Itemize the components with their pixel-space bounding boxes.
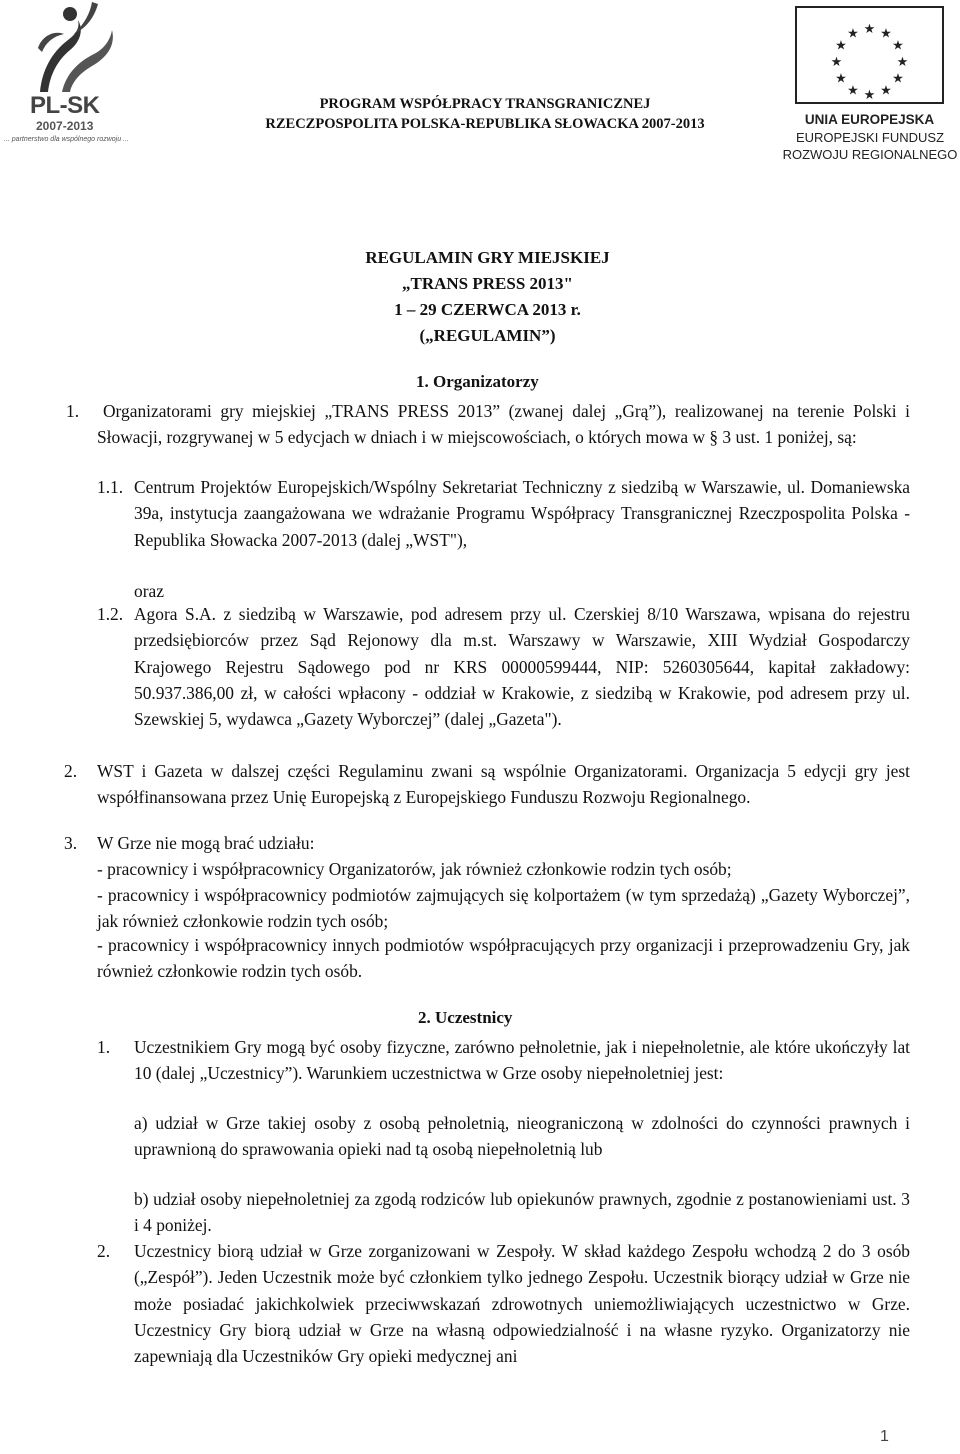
program-header-line1: PROGRAM WSPÓŁPRACY TRANSGRANICZNEJ — [319, 96, 651, 112]
eu-flag — [795, 6, 944, 104]
section1-heading: 1. Organizatorzy — [416, 372, 539, 391]
s1-p11-text — [134, 474, 910, 553]
pl-sk-logo — [0, 0, 135, 150]
svg-text:★: ★ — [880, 83, 892, 99]
pl-sk-name: PL-SK — [30, 92, 100, 119]
doc-title-line3: 1 – 29 CZERWCA 2013 r. — [394, 300, 581, 319]
s1-p1-number: 1. — [66, 401, 80, 421]
svg-text:★: ★ — [892, 38, 904, 54]
s2-p1-item-b: b) udział osoby niepełnoletniej za zgodą rodziców lub opiekunów prawnych, zgodnie z postanowieniami ust. 3 i 4 poniżej. — [134, 1189, 910, 1236]
s2-p2-text: Uczestnicy biorą udział w Grze zorganizowani w Zespoły. W skład każdego Zespołu wchodzą 2 do 3 osób („Zespół”). Jeden Uczestnik może być członkiem tylko jednego Zespołu. Uczestnik biorący udział w Grze nie może posiadać jakichkolwiek przeciwwskazań zdrowotnych uniemożliwiających uczestnictwo w Grze. Uczestnicy Gry biorą udział w Grze na własną odpowiedzialność i na własne ryzyko. Organizatorzy nie zapewniają dla Uczestników Gry opieki medycznej ani — [134, 1241, 910, 1367]
s1-p11-oraz: oraz — [134, 581, 164, 601]
s1-p2-content: WST i Gazeta w dalszej części Regulaminu zwani są wspólnie Organizatorami. Organizacja 5 edycji gry jest współfinansowana przez Unię Europejską z Europejskiego Funduszu Rozwoju Regionalnego. — [97, 761, 910, 808]
doc-title-line1: REGULAMIN GRY MIEJSKIEJ — [365, 248, 610, 267]
eu-line3: ROZWOJU REGIONALNEGO — [782, 147, 958, 162]
program-header-line2: RZECZPOSPOLITA POLSKA-REPUBLIKA SŁOWACKA 2007-2013 — [265, 116, 705, 132]
s1-p2-text — [97, 758, 910, 811]
s1-p3-item-b: - pracownicy i współpracownicy podmiotów zajmujących się kolportażem (w tym sprzedażą) „Gazety Wyborczej”, jak również członkowie rodzin tych osób; — [97, 885, 910, 932]
pl-sk-slogan: ... partnerstwo dla wspólnego rozwoju ... — [4, 136, 129, 143]
s1-p3-item-c: - pracownicy i współpracownicy innych podmiotów współpracujących przy organizacji i przeprowadzeniu Gry, jak również członkowie rodzin tych osób. — [97, 935, 910, 982]
svg-text:★: ★ — [830, 55, 843, 70]
s2-p1-number: 1. — [97, 1037, 111, 1057]
s2-p1-item-a: a) udział w Grze takiej osoby z osobą pełnoletnią, nieograniczoną w zdolności do czynności prawnych i uprawnioną do sprawowania opieki nad tą osobą niepełnoletnią lub — [134, 1113, 910, 1160]
svg-text:★: ★ — [863, 88, 876, 102]
eu-line2: EUROPEJSKI FUNDUSZ — [795, 130, 945, 145]
page-number: 1 — [880, 1428, 889, 1445]
s1-p3-item-a: - pracownicy i współpracownicy Organizatorów, jak również członkowie rodzin tych osób; — [97, 859, 732, 879]
eu-line1: UNIA EUROPEJSKA — [804, 112, 935, 127]
svg-text:★: ★ — [847, 83, 859, 99]
s1-p12-content: Agora S.A. z siedzibą w Warszawie, pod adresem przy ul. Czerskiej 8/10 Warszawa, wpisana do rejestru przedsiębiorców przez Sąd Rejonowy dla m.st. Warszawy w Warszawie, XIII Wydział Gospodarczy Krajowego Rejestru Sądowego pod nr KRS 00000599444, NIP: 5260305644, kapitał zakładowy: 50.937.386,00 zł, w całości wpłacony - oddział w Krakowie, z siedzibą w Krakowie, pod adresem przy ul. Szewskiej 5, wydawca „Gazety Wyborczej” (dalej „Gazeta"). — [134, 604, 910, 730]
s1-p1-text — [97, 398, 910, 451]
svg-text:★: ★ — [880, 26, 892, 42]
svg-text:★: ★ — [896, 55, 909, 70]
svg-text:★: ★ — [847, 26, 859, 42]
s1-p2-number: 2. — [64, 761, 78, 781]
svg-text:★: ★ — [835, 71, 847, 87]
s1-p11-number: 1.1. — [97, 477, 124, 497]
s2-p2-number: 2. — [97, 1241, 111, 1261]
eu-logo — [780, 6, 960, 166]
pl-sk-emblem-icon — [2, 0, 132, 95]
doc-title-line2: „TRANS PRESS 2013" — [402, 274, 573, 293]
svg-text:★: ★ — [835, 38, 847, 54]
svg-text:★: ★ — [892, 71, 904, 87]
doc-title-line4: („REGULAMIN”) — [419, 326, 556, 345]
s1-p12-number: 1.2. — [97, 604, 124, 624]
s2-p1-text: Uczestnikiem Gry mogą być osoby fizyczne, zarówno pełnoletnie, jak i niepełnoletnie, ale które ukończyły lat 10 (dalej „Uczestnicy”). Warunkiem uczestnictwa w Grze osoby niepełnoletniej jest: — [134, 1037, 910, 1084]
eu-stars-icon — [797, 8, 942, 102]
svg-text:★: ★ — [863, 22, 876, 37]
s1-p3-number: 3. — [64, 833, 78, 853]
section2-heading: 2. Uczestnicy — [418, 1008, 513, 1027]
pl-sk-years: 2007-2013 — [36, 119, 94, 133]
s1-p1-content: Organizatorami gry miejskiej „TRANS PRESS 2013” (zwanej dalej „Grą”), realizowanej na terenie Polski i Słowacji, rozgrywanej w 5 edycjach w dniach i w miejscowościach, o których mowa w § 3 ust. 1 poniżej, są: — [97, 401, 910, 448]
s1-p3-text: W Grze nie mogą brać udziału: — [97, 833, 315, 853]
s1-p11-content: Centrum Projektów Europejskich/Wspólny Sekretariat Techniczny z siedzibą w Warszawie, ul. Domaniewska 39a, instytucja zaangażowana we wdrażanie Programu Współpracy Transgranicznej Rzeczpospolita Polska - Republika Słowacka 2007-2013 (dalej „WST"), — [134, 477, 910, 550]
s1-p12-text — [134, 601, 910, 732]
